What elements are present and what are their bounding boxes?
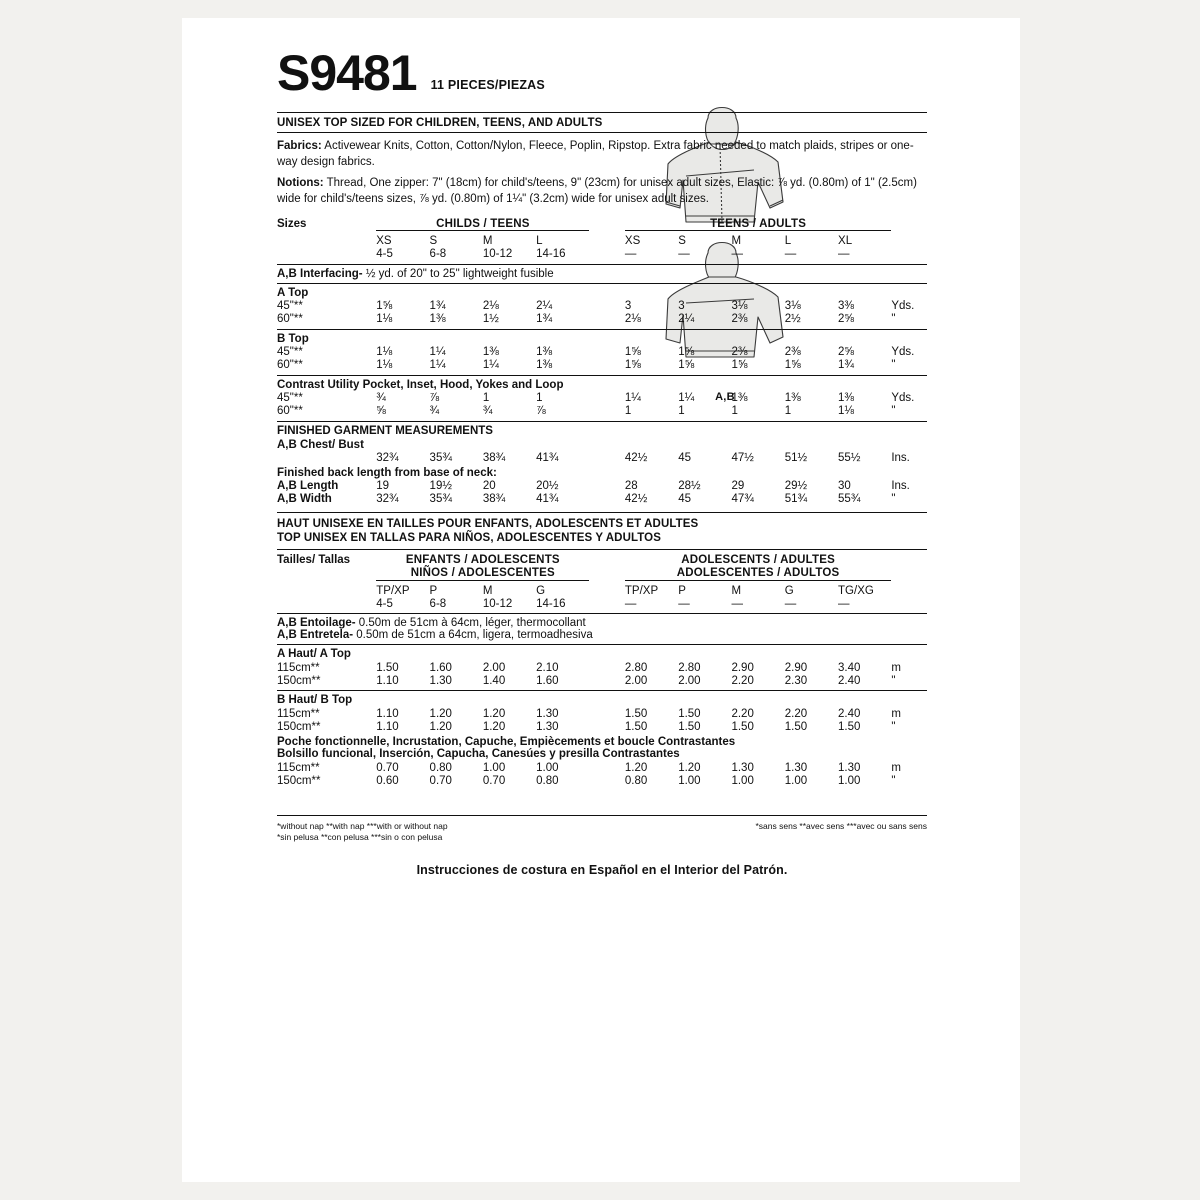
metric-cell: 1.30 — [536, 720, 559, 733]
size-letter: L — [784, 235, 792, 247]
yardage-cell: 1 — [624, 405, 632, 417]
metric-cell: 2.20 — [731, 674, 754, 687]
metric-cell: 0.70 — [429, 774, 452, 787]
unit-cell: m — [891, 707, 901, 720]
contrast-heading-es: Bolsillo funcional, Inserción, Capucha, Canesúes y presilla Contrastantes — [277, 748, 680, 760]
unit-cell: Yds. — [891, 392, 915, 404]
table-row — [277, 493, 927, 506]
size-letter: TP/XP — [624, 584, 659, 597]
metric-cell: 1.00 — [678, 774, 701, 787]
metric-cell: 1.10 — [376, 720, 399, 733]
section-heading: A Top — [277, 286, 309, 299]
size-letter: XS — [376, 235, 392, 247]
width-label: 115cm** — [277, 761, 320, 774]
width-label: 60"** — [277, 313, 303, 325]
metric-cell: 2.40 — [838, 674, 861, 687]
unit-cell: Yds. — [891, 346, 915, 358]
unit-cell: m — [891, 661, 901, 674]
footnotes — [277, 821, 927, 843]
interfacing-text: ½ yd. of 20" to 25" lightweight fusible — [362, 267, 554, 280]
size-letter: M — [731, 235, 742, 247]
pattern-code: S9481 — [277, 45, 417, 101]
finished-measurements-heading: FINISHED GARMENT MEASUREMENTS — [277, 424, 493, 437]
width-label: 45"** — [277, 346, 303, 358]
width-label: 115cm** — [277, 661, 320, 674]
group-adolescentes-adultos: ADOLESCENTES / ADULTOS — [625, 567, 891, 581]
yardage-cell: 1¼ — [429, 346, 446, 358]
fabrics-text: Activewear Knits, Cotton, Cotton/Nylon, Fleece, Poplin, Ripstop. Extra fabric needed to match plaids, stripes or one-way design fabrics. — [277, 140, 914, 168]
yardage-cell: 2⅜ — [731, 346, 748, 358]
metric-cell: 1.60 — [429, 661, 452, 674]
size-number: — — [838, 597, 850, 610]
size-number: 4-5 — [376, 597, 393, 610]
metric-cell: 1.30 — [784, 761, 808, 774]
unit-cell: " — [891, 720, 896, 733]
metric-cell: 1.10 — [376, 674, 399, 687]
yardage-cell: 1⅜ — [536, 346, 553, 358]
metric-cell: 2.10 — [536, 661, 559, 674]
entretela-label: A,B Entretela- — [277, 629, 354, 641]
sizes-label-metric: Tailles/ Tallas — [277, 554, 351, 566]
yardage-cell: 1⅝ — [376, 300, 393, 312]
size-letter: P — [429, 584, 438, 597]
width-label: 45"** — [277, 300, 303, 312]
size-number: 10-12 — [482, 597, 513, 610]
table-row — [277, 248, 927, 261]
divider — [277, 815, 927, 816]
unit-cell: " — [891, 774, 896, 787]
table-row — [277, 674, 927, 687]
metric-cell: 2.00 — [678, 674, 701, 687]
yardage-cell: 1⅝ — [731, 359, 748, 371]
size-number: — — [678, 248, 690, 260]
notions-label: Notions: — [277, 177, 324, 189]
metric-cell: 1.50 — [624, 720, 648, 733]
metric-cell: 1.20 — [482, 707, 506, 720]
unit-cell: " — [891, 405, 896, 417]
yardage-cell: 3⅜ — [838, 300, 855, 312]
table-row — [277, 567, 927, 581]
group-teens-adults: TEENS / ADULTS — [625, 217, 891, 231]
width-label: 150cm** — [277, 674, 321, 687]
measure-cell: 41¾ — [536, 493, 559, 505]
yardage-cell: 1⅛ — [376, 346, 393, 358]
yardage-cell: ¾ — [429, 405, 440, 417]
measure-cell: 45 — [678, 452, 691, 464]
yardage-cell: 2⅜ — [731, 313, 748, 325]
size-number: — — [678, 597, 690, 610]
metric-cell: 0.80 — [429, 761, 452, 774]
table-row — [277, 580, 927, 597]
unit-cell: " — [891, 359, 896, 371]
measure-cell: 51¾ — [784, 493, 808, 505]
table-row — [277, 480, 927, 493]
yardage-cell: 1⅜ — [731, 392, 748, 404]
yardage-cell: ¾ — [482, 405, 493, 417]
yardage-cell: 3 — [624, 300, 632, 312]
page-title: UNISEX TOP SIZED FOR CHILDREN, TEENS, AND ADULTS — [277, 113, 927, 133]
english-size-table — [277, 217, 927, 261]
yardage-cell: 1 — [731, 405, 738, 417]
yardage-cell: 2⅛ — [482, 300, 499, 312]
measure-cell: 19 — [376, 480, 390, 492]
measure-cell: 29 — [731, 480, 745, 492]
unit-cell: Ins. — [891, 480, 910, 492]
metric-cell: 1.20 — [482, 720, 506, 733]
metric-cell: 2.40 — [838, 707, 861, 720]
size-letter: M — [731, 584, 742, 597]
table-row — [277, 707, 927, 720]
table-row — [277, 300, 927, 313]
metric-cell: 1.20 — [429, 707, 452, 720]
metric-cell: 1.60 — [536, 674, 559, 687]
metric-cell: 1.30 — [838, 761, 861, 774]
chest-measurement-table — [277, 452, 927, 465]
b-top-yardage-table — [277, 346, 927, 372]
size-letter: P — [678, 584, 686, 597]
measure-cell: 28 — [624, 480, 638, 492]
yardage-cell: 1¼ — [429, 359, 446, 371]
yardage-cell: 2¼ — [678, 313, 695, 325]
metric-cell: 1.40 — [482, 674, 506, 687]
measure-cell: 29½ — [784, 480, 808, 492]
entoilage-label: A,B Entoilage- — [277, 617, 356, 629]
unit-cell: " — [891, 493, 896, 505]
size-letter: TG/XG — [838, 584, 874, 597]
notions-text: Thread, One zipper: 7" (18cm) for child's/teens, 9" (23cm) for unisex adult sizes, Elastic: ⅞ yd. (0.80m) of 1" (2.5cm) wide for child's/teens sizes, ⅞ yd. (0.80m) of 1¼" (3.2cm) wide for unisex adult sizes. — [277, 177, 917, 205]
width-label: 45"** — [277, 392, 303, 404]
yardage-cell: 1¾ — [838, 359, 855, 371]
footnotes-left — [277, 821, 448, 843]
yardage-cell: 1 — [678, 405, 685, 417]
metric-cell: 1.50 — [678, 720, 701, 733]
metric-cell: 2.30 — [784, 674, 808, 687]
unit-cell: " — [891, 313, 896, 325]
metric-size-table — [277, 554, 927, 611]
notions-paragraph — [277, 176, 927, 207]
yardage-cell: 1⅛ — [838, 405, 855, 417]
length-width-table — [277, 480, 927, 506]
table-row — [277, 346, 927, 359]
group-childs-teens: CHILDS / TEENS — [376, 217, 589, 231]
section-heading: B Top — [277, 332, 309, 345]
yardage-cell: 1⅝ — [624, 346, 641, 358]
size-letter: G — [536, 584, 546, 597]
measure-cell: 32¾ — [376, 452, 399, 464]
table-row — [277, 774, 927, 787]
size-number: 6-8 — [429, 597, 447, 610]
group-enfants-adolescents: ENFANTS / ADOLESCENTS — [405, 554, 560, 566]
header — [277, 45, 927, 101]
size-letter: L — [536, 235, 543, 247]
interfacing-row — [277, 265, 927, 280]
footnotes-right — [755, 821, 927, 843]
table-row — [277, 720, 927, 733]
metric-cell: 2.90 — [784, 661, 808, 674]
metric-cell: 1.00 — [482, 761, 506, 774]
table-row — [277, 231, 927, 248]
measure-cell: 47½ — [731, 452, 754, 464]
yardage-cell: 2¼ — [536, 300, 553, 312]
metric-cell: 2.80 — [624, 661, 648, 674]
metric-cell: 2.90 — [731, 661, 754, 674]
yardage-cell: 1 — [784, 405, 792, 417]
metric-cell: 2.00 — [624, 674, 648, 687]
metric-cell: 2.20 — [784, 707, 808, 720]
yardage-cell: 3 — [678, 300, 685, 312]
unit-cell: Ins. — [891, 452, 910, 464]
measure-cell: 35¾ — [429, 493, 452, 505]
size-letter: M — [482, 235, 493, 247]
yardage-cell: 1⅜ — [838, 392, 855, 404]
table-row — [277, 554, 927, 567]
yardage-cell: 1 — [482, 392, 490, 404]
table-row — [277, 392, 927, 405]
contrast-heading-fr: Poche fonctionnelle, Incrustation, Capuche, Empiècements et boucle Contrastantes — [277, 736, 736, 748]
size-number: 4-5 — [376, 248, 393, 260]
metric-cell: 1.00 — [784, 774, 808, 787]
measure-cell: 42½ — [624, 452, 648, 464]
yardage-cell: 3⅛ — [784, 300, 801, 312]
measure-cell: 47¾ — [731, 493, 754, 505]
footnote-line: *sin pelusa **con pelusa ***sin o con pelusa — [277, 832, 443, 842]
measure-cell: 32¾ — [376, 493, 399, 505]
yardage-cell: 1½ — [482, 313, 499, 325]
a-haut-metric-table — [277, 661, 927, 687]
size-number: 10-12 — [482, 248, 513, 260]
french-title: HAUT UNISEXE EN TAILLES POUR ENFANTS, ADOLESCENTS ET ADULTES — [277, 517, 699, 530]
measure-cell: 55½ — [838, 452, 861, 464]
back-length-note: Finished back length from base of neck: — [277, 466, 497, 479]
sizes-label: Sizes — [277, 218, 307, 230]
metric-cell: 1.20 — [429, 720, 452, 733]
measure-cell: 20½ — [536, 480, 559, 492]
piece-count: 11 PIECES/PIEZAS — [430, 78, 545, 92]
yardage-cell: 2⅝ — [838, 313, 855, 325]
table-row — [277, 597, 927, 610]
measure-cell: 38¾ — [482, 493, 506, 505]
unit-cell: Yds. — [891, 300, 915, 312]
yardage-cell: 1⅛ — [376, 313, 393, 325]
metric-cell: 1.50 — [784, 720, 808, 733]
width-label: A,B Width — [277, 493, 332, 505]
measure-cell: 51½ — [784, 452, 808, 464]
yardage-cell: ¾ — [376, 392, 386, 404]
table-row — [277, 452, 927, 465]
table-row — [277, 405, 927, 418]
width-label: 60"** — [277, 359, 303, 371]
width-label: 115cm** — [277, 707, 320, 720]
yardage-cell: 1⅛ — [376, 359, 393, 371]
yardage-cell: 1⅝ — [624, 359, 641, 371]
metric-cell: 1.50 — [678, 707, 701, 720]
spanish-title: TOP UNISEX EN TALLAS PARA NIÑOS, ADOLESCENTES Y ADULTOS — [277, 531, 661, 544]
width-label: 150cm** — [277, 774, 321, 787]
size-letter: M — [482, 584, 493, 597]
size-number: — — [731, 597, 743, 610]
metric-cell: 0.70 — [376, 761, 399, 774]
measure-cell: 28½ — [678, 480, 701, 492]
metric-cell: 1.00 — [536, 761, 559, 774]
entretela-row — [277, 629, 927, 641]
contrast-yardage-table — [277, 392, 927, 418]
metric-cell: 1.30 — [731, 761, 754, 774]
metric-cell: 0.80 — [536, 774, 559, 787]
yardage-cell: 1⅝ — [678, 346, 695, 358]
yardage-cell: 1¾ — [536, 313, 553, 325]
measure-cell: 55¾ — [838, 493, 861, 505]
width-label: 150cm** — [277, 720, 321, 733]
fabrics-label: Fabrics: — [277, 140, 322, 152]
metric-cell: 0.80 — [624, 774, 648, 787]
size-number: — — [784, 248, 797, 260]
size-letter: S — [678, 235, 686, 247]
metric-cell: 1.50 — [624, 707, 648, 720]
metric-cell: 1.50 — [731, 720, 754, 733]
section-heading: A Haut/ A Top — [277, 648, 351, 660]
yardage-cell: ⅞ — [429, 392, 440, 404]
metric-cell: 1.20 — [624, 761, 648, 774]
yardage-cell: 1⅜ — [536, 359, 553, 371]
entretela-text: 0.50m de 51cm a 64cm, ligera, termoadhesiva — [353, 629, 593, 641]
measure-cell: 45 — [678, 493, 691, 505]
yardage-cell: 1⅜ — [482, 346, 499, 358]
section-heading: B Haut/ B Top — [277, 694, 353, 706]
yardage-cell: 1⅜ — [784, 392, 801, 404]
unit-cell: m — [891, 761, 901, 774]
yardage-cell: 3⅛ — [731, 300, 748, 312]
pattern-envelope-page — [182, 18, 1020, 1182]
yardage-cell: 1⅜ — [429, 313, 446, 325]
measure-cell: 38¾ — [482, 452, 506, 464]
yardage-cell: ⅞ — [536, 405, 546, 417]
yardage-cell: 1¾ — [429, 300, 446, 312]
metric-cell: 2.20 — [731, 707, 754, 720]
table-row — [277, 313, 927, 326]
yardage-cell: 1¼ — [624, 392, 641, 404]
size-number: — — [624, 248, 637, 260]
b-haut-metric-table — [277, 707, 927, 733]
size-letter: XL — [838, 235, 853, 247]
yardage-cell: 1⅝ — [678, 359, 695, 371]
metric-cell: 0.70 — [482, 774, 506, 787]
metric-cell: 2.00 — [482, 661, 506, 674]
size-letter: G — [784, 584, 794, 597]
size-number: — — [784, 597, 797, 610]
yardage-cell: 1¼ — [482, 359, 499, 371]
metric-cell: 1.50 — [376, 661, 399, 674]
table-row — [277, 761, 927, 774]
fabrics-paragraph — [277, 139, 927, 170]
size-number: — — [624, 597, 637, 610]
footnote-line: *sans sens **avec sens ***avec ou sans sens — [755, 821, 927, 831]
chest-label: A,B Chest/ Bust — [277, 438, 364, 451]
size-number: 14-16 — [536, 597, 566, 610]
divider — [277, 549, 927, 550]
footnote-line: *without nap **with nap ***with or without nap — [277, 821, 448, 831]
yardage-cell: 2⅛ — [624, 313, 641, 325]
metric-cell: 1.50 — [838, 720, 861, 733]
a-top-yardage-table — [277, 300, 927, 326]
group-ninos-adolescentes: NIÑOS / ADOLESCENTES — [376, 567, 589, 581]
table-row — [277, 661, 927, 674]
measure-cell: 19½ — [429, 480, 452, 492]
spanish-instructions-note: Instrucciones de costura en Español en el Interior del Patrón. — [416, 863, 788, 877]
table-row — [277, 359, 927, 372]
yardage-cell: 2⅝ — [838, 346, 855, 358]
metric-cell: 1.00 — [731, 774, 754, 787]
metric-cell: 0.60 — [376, 774, 399, 787]
table-row — [277, 217, 927, 231]
yardage-cell: 1¼ — [678, 392, 695, 404]
size-letter: S — [429, 235, 438, 247]
measure-cell: 30 — [838, 480, 851, 492]
yardage-cell: ⅝ — [376, 405, 386, 417]
yardage-cell: 1⅝ — [784, 359, 801, 371]
measure-cell: 20 — [482, 480, 496, 492]
yardage-cell: 2½ — [784, 313, 801, 325]
size-letter: TP/XP — [376, 584, 410, 597]
entoilage-text: 0.50m de 51cm à 64cm, léger, thermocollant — [355, 617, 586, 629]
entoilage-row — [277, 614, 927, 629]
metric-cell: 1.30 — [536, 707, 559, 720]
size-number: 14-16 — [536, 248, 566, 260]
metric-cell: 3.40 — [838, 661, 861, 674]
yardage-cell: 1 — [536, 392, 543, 404]
width-label: 60"** — [277, 405, 303, 417]
size-letter: XS — [624, 235, 641, 247]
interfacing-label: A,B Interfacing- — [277, 267, 363, 280]
size-number: — — [838, 248, 850, 260]
section-heading: Contrast Utility Pocket, Inset, Hood, Yokes and Loop — [277, 378, 564, 391]
measure-cell: 41¾ — [536, 452, 559, 464]
metric-cell: 1.10 — [376, 707, 399, 720]
length-label: A,B Length — [277, 480, 339, 492]
group-adolescents-adultes: ADOLESCENTS / ADULTES — [681, 554, 835, 566]
size-number: — — [731, 248, 743, 260]
yardage-cell: 2⅜ — [784, 346, 801, 358]
metric-cell: 1.30 — [429, 674, 452, 687]
metric-cell: 1.20 — [678, 761, 701, 774]
metric-cell: 1.00 — [838, 774, 861, 787]
metric-cell: 2.80 — [678, 661, 701, 674]
envelope-content — [277, 45, 927, 877]
unit-cell: " — [891, 674, 896, 687]
measure-cell: 42½ — [624, 493, 648, 505]
size-number: 6-8 — [429, 248, 447, 260]
contrast-metric-table — [277, 761, 927, 787]
illustration-caption: A,B — [715, 391, 735, 403]
measure-cell: 35¾ — [429, 452, 452, 464]
